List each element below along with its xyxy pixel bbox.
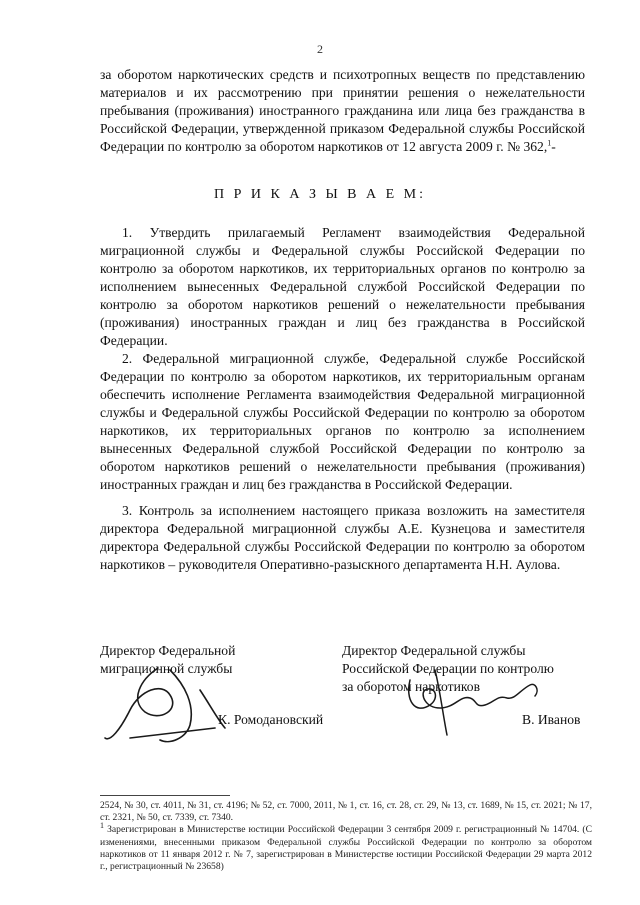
footnote-marker: 1 (100, 821, 104, 831)
footnote-1-text: Зарегистрирован в Министерстве юстиции Российской Федерации 3 сентября 2009 г. регистрационный № 14704. (С изменениями, внесенными приказом Федеральной службы Российской Федерации по контролю за оборотом наркотиков от 11 января 2012 г. № 7, зарегистрирован в Министерстве юстиции Российской Федерации 29 марта 2012 г., регистрационный № 23658) (100, 824, 592, 873)
right-title-line-3: за оборотом наркотиков (342, 679, 481, 694)
left-title-line-2: миграционной службы (100, 661, 233, 676)
intro-paragraph (100, 66, 585, 156)
right-signatory-title (342, 642, 587, 696)
right-title-line-1: Директор Федеральной службы (342, 643, 526, 658)
left-title-line-1: Директор Федеральной (100, 643, 236, 658)
footnote-ref: 1 (547, 138, 552, 148)
right-signatory-name: В. Иванов (522, 712, 581, 727)
footnote-continuation: 2524, № 30, ст. 4011, № 31, ст. 4196; № 52, ст. 7000, 2011, № 1, ст. 16, ст. 28, ст. 29, № 13, ст. 1689, № 15, ст. 2021; № 17, ст. 2321, № 50, ст. 7339, ст. 7340. (100, 800, 592, 824)
footnote-1 (100, 821, 592, 873)
intro-tail: - (551, 139, 556, 154)
left-signatory-name: К. Ромодановский (218, 712, 324, 727)
intro-text: за оборотом наркотических средств и психотропных веществ по представлению материалов и их рассмотрению при принятии решения о нежелательности пребывания (проживания) иностранного гражданина или лица без гражданства в Российской Федерации, утвержденной приказом Федеральной службы Российской Федерации по контролю за оборотом наркотиков от 12 августа 2009 г. № 362, (100, 67, 585, 154)
page-number: 2 (317, 42, 323, 56)
order-item-2: 2. Федеральной миграционной службе, Федеральной службе Российской Федерации по контролю за оборотом наркотиков, их территориальным органам обеспечить исполнение Регламента взаимодействия Федеральной миграционной службы и Федеральной службы Российской Федерации по контролю за оборотом наркотиков, их территориальных органов по контролю за исполнением вынесенных Федеральной службой Российской Федерации по контролю за оборотом наркотиков решений о нежелательности пребывания (проживания) иностранных граждан и лиц без гражданства в Российской Федерации. (100, 351, 585, 492)
footnotes (100, 800, 592, 873)
order-heading: П Р И К А З Ы В А Е М: (213, 187, 426, 202)
left-signatory-title (100, 642, 330, 678)
order-item-1: 1. Утвердить прилагаемый Регламент взаимодействия Федеральной миграционной службы и Федеральной службы Российской Федерации по контролю за оборотом наркотиков, их территориальных органов по контролю за исполнением вынесенных Федеральной службой Российской Федерации по контролю за оборотом наркотиков решений о нежелательности пребывания (проживания) иностранных граждан и лиц без гражданства в Российской Федерации. (100, 225, 585, 348)
footnote-divider (100, 795, 230, 796)
order-item-3: 3. Контроль за исполнением настоящего приказа возложить на заместителя директора Федеральной миграционной службы А.Е. Кузнецова и заместителя директора Федеральной службы Российской Федерации по контролю за оборотом наркотиков – руководителя Оперативно-разыскного департамента Н.Н. Аулова. (100, 503, 585, 572)
right-title-line-2: Российской Федерации по контролю (342, 661, 554, 676)
